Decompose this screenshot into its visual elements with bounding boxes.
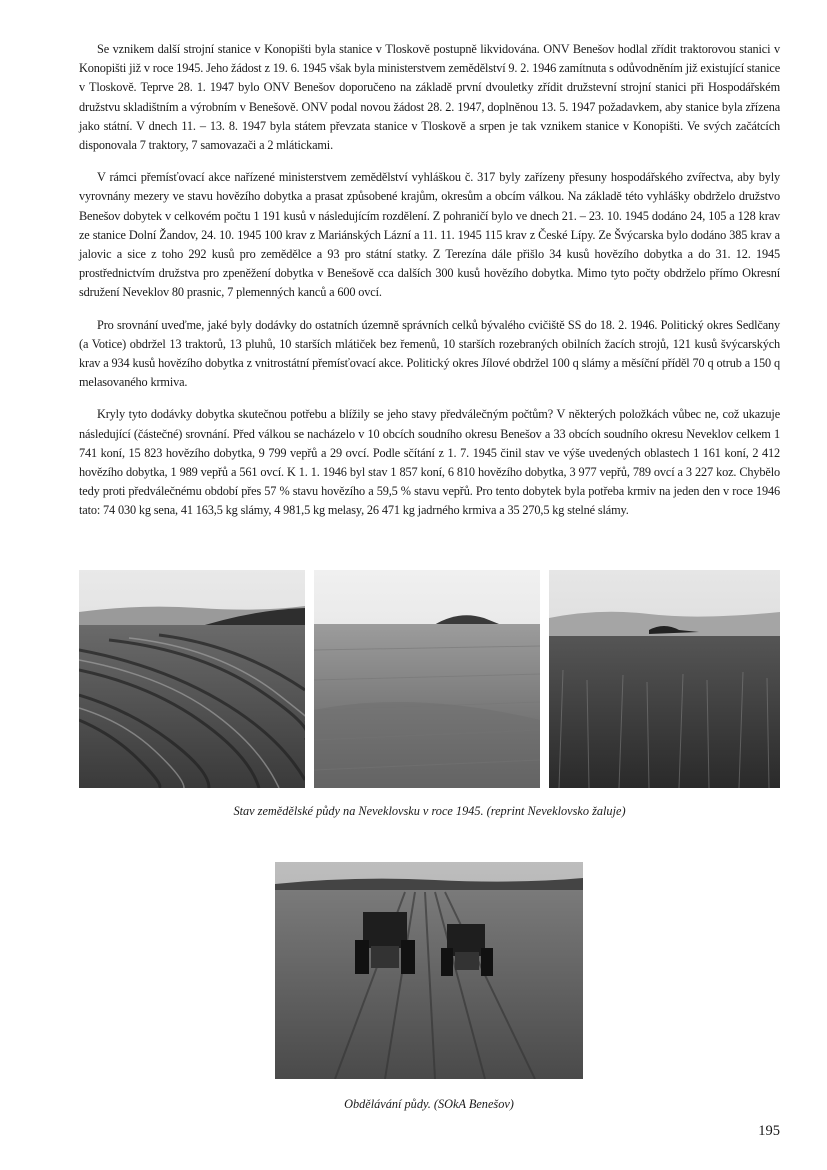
paragraph-1: Se vznikem další strojní stanice v Konopišti byla stanice v Tloskově postupně likvidována. ONV Benešov hodlal zřídit traktorovou stanici v Konopišti již v roce 1945. Jeho žádost z 19. 6. 1945 však byla ministerstvem zemědělství 9. 2. 1946 zamítnuta s odůvodněním již existující stanice v Tloskově. Teprve 28. 1. 1947 bylo ONV Benešov doporučeno na základě první dvouletky zřídit družstevní strojní stanici při Hospodářském družstvu skladištním a výrobním v Benešově. ONV podal novou žádost 28. 2. 1947, doplněnou 13. 5. 1947 požadavkem, aby stanice byla zřízena jako státní. V dnech 11. – 13. 8. 1947 byla státem převzata stanice v Tloskově a srpen je tak vznikem stanice v Konopišti. Ve svých začátcích disponovala 7 traktory, 7 samovazači a 2 mlátickami.: [79, 42, 780, 153]
photo-tractors: [275, 862, 583, 1079]
photo-ploughed-field: [79, 570, 305, 788]
tractor-left: [355, 912, 415, 974]
paragraph-2: V rámci přemísťovací akce nařízené ministerstvem zemědělství vyhláškou č. 317 byly zařízeny přesuny hospodářského zvířectva, aby byly vyrovnány mezery ve stavu hovězího dobytka a prasat způsobené krajům, okresům a obcím válkou. Na základě této vyhlášky obdrželo družstvo Benešov dobytek v celkovém počtu 1 191 kusů v následujícím rozdělení. Z pohraničí bylo ve dnech 21. – 23. 10. 1945 dodáno 24, 105 a 128 krav ze stanice Dolní Žandov, 24. 10. 1945 100 krav z Mariánských Lázní a 11. 11. 1945 115 krav z České Lípy. Ze Švýcarska bylo dodáno 385 krav a jalovic a sice z toho 292 kusů pro zemědělce a 93 pro státní statky. Z Terezína dále přišlo 34 kusů hovězího dobytka a do 31. 12. 1945 prostřednictvím družstva pro zpeněžení dobytka v Benešově cca dalších 300 kusů hovězího dobytka. Mimo tyto počty obdrželo přímo Okresní sdružení Neveklov 80 prasnic, 7 plemenných kanců a 600 ovcí.: [79, 170, 780, 300]
caption-fields: Stav zemědělské půdy na Neveklovsku v roce 1945. (reprint Neveklovsko žaluje): [233, 804, 626, 818]
body-text: [79, 40, 780, 534]
caption-tractors: Obdělávání půdy. (SOkA Benešov): [344, 1097, 514, 1111]
paragraph-4: Kryly tyto dodávky dobytka skutečnou potřebu a blížily se jeho stavy předválečným počtům? V některých položkách vůbec ne, což ukazuje následující (částečné) srovnání. Před válkou se nacházelo v 10 obcích soudního okresu Benešov a 33 obcích soudního okresu Neveklov celkem 1 741 koní, 15 823 hovězího dobytka, 9 799 vepřů a 29 ovcí. Podle sčítání z 1. 7. 1945 činil stav ve výše uvedených oblastech 1 161 koní, 2 412 hovězího dobytka, 1 989 vepřů a 561 ovcí. K 1. 1. 1946 byl stav 1 857 koní, 6 810 hovězího dobytka, 3 977 vepřů, 789 ovcí a 3 227 koz. Chybělo tedy proti předválečnému období přes 57 % stavu hovězího a 59,5 % stavu vepřů. Pro tento dobytek byla potřeba krmiv na jeden den v roce 1946 tato: 74 030 kg sena, 41 163,5 kg slámy, 4 981,5 kg melasy, 26 471 kg jadrného krmiva a 35 270,5 kg stelné slámy.: [79, 407, 780, 518]
paragraph-3: Pro srovnání uveďme, jaké byly dodávky do ostatních územně správních celků bývalého cvičiště SS do 18. 2. 1946. Politický okres Sedlčany (a Votice) obdržel 13 traktorů, 13 pluhů, 10 starších mlátiček bez řemenů, 10 starších rozebraných obilních žacích strojů, 121 kusů švýcarských krav a 934 kusů hovězího dobytka z vnitrostátní přemísťovací akce. Politický okres Jílové obdržel 100 q slámy a měsíční příděl 70 q otrub a 150 q melasovaného krmiva.: [79, 317, 780, 390]
photo-harrowed-field: [314, 570, 540, 788]
photo-overgrown-field: [549, 570, 780, 788]
page-number: 195: [758, 1123, 780, 1139]
